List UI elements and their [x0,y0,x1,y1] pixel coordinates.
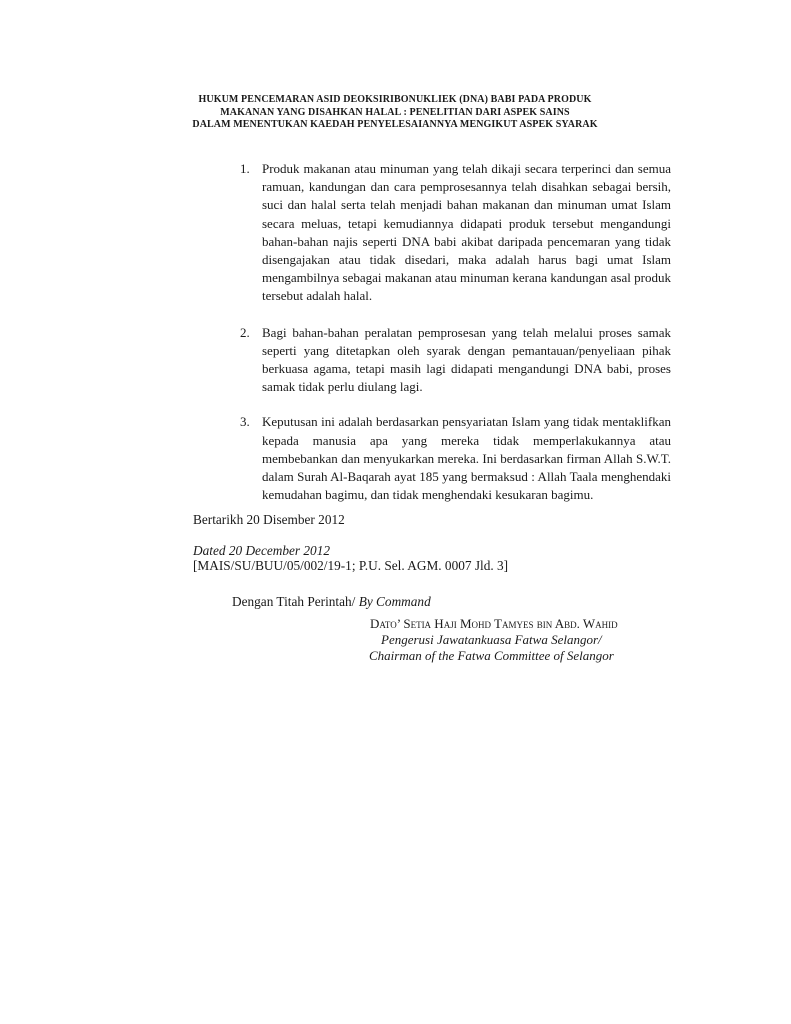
ruling-list [230,160,671,504]
date-english: Dated 20 December 2012 [193,543,330,558]
signatory-role-malay: Pengerusi Jawatankuasa Fatwa Selangor/ [381,632,602,647]
signatory-role-english: Chairman of the Fatwa Committee of Selangor [369,648,614,663]
reference-number: [MAIS/SU/BUU/05/002/19-1; P.U. Sel. AGM. 0007 Jld. 3] [193,558,509,573]
document-title [150,94,640,132]
signatory-name: Dato’ Setia Haji Mohd Tamyes bin Abd. Wahid [370,616,618,631]
ruling-item-number: 3. [240,414,250,430]
ruling-item-number: 2. [240,324,250,340]
ruling-item-text: Keputusan ini adalah berdasarkan pensyariatan Islam yang tidak mentaklifkan kepada manusia apa yang mereka tidak memperlakukannya atau membebankan dan menyukarkan mereka. Ini berdasarkan firman Allah S.W.T. dalam Surah Al-Baqarah ayat 185 yang bermaksud : Allah Taala menghendaki kemudahan bagimu, dan tidak menghendaki kesukaran bagimu. [262,414,671,503]
signature-block [368,616,628,664]
ruling-item-3 [230,413,671,504]
title-line-3: DALAM MENENTUKAN KAEDAH PENYELESAIANNYA MENGIKUT ASPEK SYARAK [192,119,598,130]
ruling-item-text: Bagi bahan-bahan peralatan pemprosesan yang telah melalui proses samak seperti yang ditetapkan oleh syarak dengan pemantauan/penyeliaan pihak berkuasa agama, tetapi masih lagi didapati mengandungi DNA babi, proses samak tidak perlu diulang lagi. [262,324,671,395]
command-english: By Command [355,594,431,609]
ruling-item-1 [230,160,671,306]
command-malay: Dengan Titah Perintah/ [232,594,356,609]
date-malay: Bertarikh 20 Disember 2012 [193,512,345,527]
command-line [232,594,431,610]
ruling-item-text: Produk makanan atau minuman yang telah dikaji secara terperinci dan semua ramuan, kandungan dan cara pemprosesannya telah disahkan sebagai bersih, suci dan halal serta telah menjadi bahan makanan dan minuman umat Islam secara meluas, tetapi kemudiannya didapati produk tersebut mengandungi bahan-bahan najis seperti DNA babi akibat daripada pencemaran yang tidak disengajakan atau tidak disedari, maka adalah harus bagi umat Islam mengambilnya sebagai makanan atau minuman kerana kandungan asal produk tersebut adalah halal. [262,161,671,304]
ruling-item-2 [230,324,671,397]
title-line-2: MAKANAN YANG DISAHKAN HALAL : PENELITIAN DARI ASPEK SAINS [220,106,570,118]
ruling-item-number: 1. [240,161,250,176]
title-line-1: HUKUM PENCEMARAN ASID DEOKSIRIBONUKLIEK (DNA) BABI PADA PRODUK [198,94,592,105]
